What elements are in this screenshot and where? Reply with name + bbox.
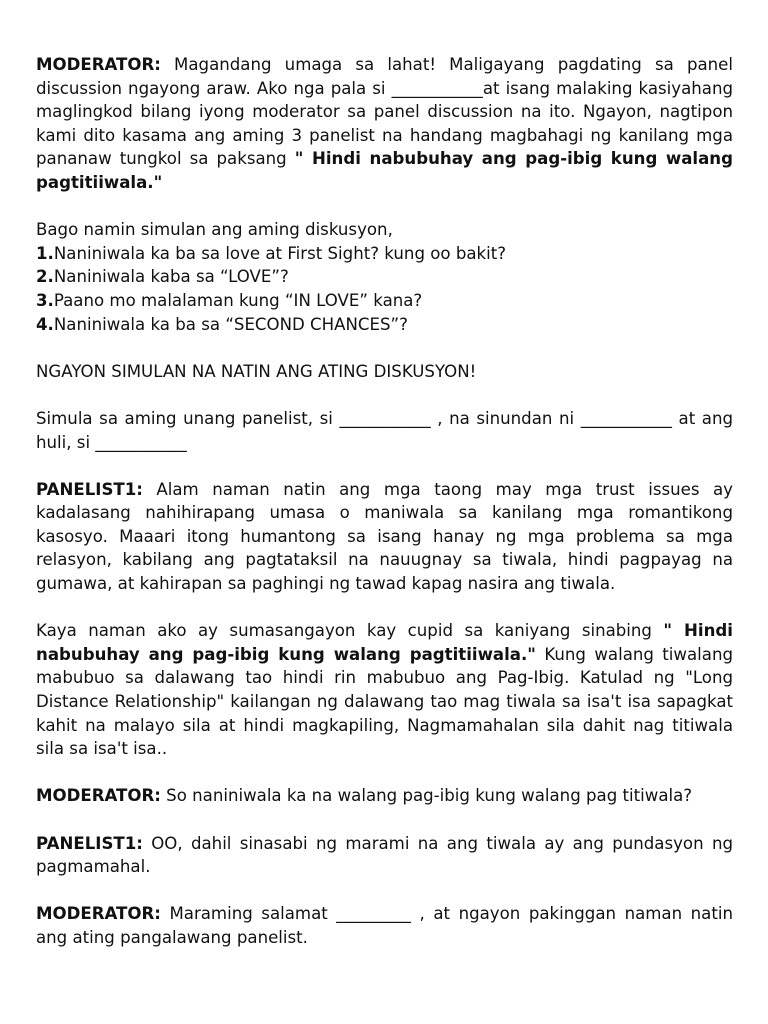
questions-block bbox=[36, 218, 733, 336]
question-number: 1. bbox=[36, 243, 54, 263]
panelist1-paragraph bbox=[36, 478, 733, 596]
panelist1-text: Alam naman natin ang mga taong may mga trust issues ay kadalasang nahihirapang umasa o maniwala sa kanilang mga romantikong kasosyo. Maaari itong humantong sa isang hanay ng mga problema sa mga relasyon, kabilang ang pagtataksil na nauugnay sa tiwala, hindi pagpayag na gumawa, at kahirapan sa paghingi ng tawad kapag nasira ang tiwala. bbox=[36, 479, 733, 594]
panel-intro-text: at ang huli, si bbox=[36, 408, 733, 452]
name-blank: ___________ bbox=[391, 78, 483, 98]
moderator-question-paragraph bbox=[36, 784, 733, 808]
speaker-label: MODERATOR: bbox=[36, 55, 161, 74]
question-item bbox=[36, 265, 733, 289]
intro-text: Magandang umaga sa lahat! Maligayang pagdating sa panel discussion ngayong araw. Ako nga pala si bbox=[36, 55, 733, 98]
questions-lead: Bago namin simulan ang aming diskusyon, bbox=[36, 220, 393, 240]
spacer bbox=[36, 596, 733, 620]
moderator-closing-text: Maraming salamat bbox=[160, 904, 337, 924]
question-text: Naniniwala ka ba sa “SECOND CHANCES”? bbox=[53, 314, 408, 334]
name-blank: ___________ bbox=[339, 408, 431, 428]
panel-intro-paragraph bbox=[36, 407, 733, 454]
spacer bbox=[36, 383, 733, 407]
question-number: 2. bbox=[36, 267, 54, 287]
document-page bbox=[36, 53, 733, 950]
question-item bbox=[36, 289, 733, 313]
panelist1-answer-text: OO, dahil sinasabi ng marami na ang tiwala ay ang pundasyon ng pagmamahal. bbox=[36, 833, 733, 877]
moderator-closing-paragraph bbox=[36, 902, 733, 949]
question-text: Naniniwala kaba sa “LOVE”? bbox=[53, 267, 289, 287]
speaker-label: PANELIST1: bbox=[36, 479, 143, 499]
name-blank: ___________ bbox=[580, 408, 672, 428]
name-blank: ___________ bbox=[95, 432, 187, 452]
speaker-label: MODERATOR: bbox=[36, 786, 161, 806]
name-blank: _________ bbox=[336, 904, 411, 924]
spacer bbox=[36, 808, 733, 832]
spacer bbox=[36, 195, 733, 219]
speaker-label: MODERATOR: bbox=[36, 904, 161, 924]
moderator-closing-text: , at ngayon pakinggan naman natin ang ating pangalawang panelist. bbox=[36, 904, 733, 947]
question-number: 4. bbox=[36, 314, 54, 334]
start-discussion-line: NGAYON SIMULAN NA NATIN ANG ATING DISKUSYON! bbox=[36, 361, 477, 381]
speaker-label: PANELIST1: bbox=[36, 833, 143, 853]
question-item bbox=[36, 242, 733, 266]
spacer bbox=[36, 336, 733, 360]
panelist1-continued-paragraph bbox=[36, 619, 733, 761]
question-item bbox=[36, 313, 733, 337]
panelist1-text: Kaya naman ako ay sumasangayon kay cupid sa kaniyang sinabing bbox=[36, 621, 664, 641]
spacer bbox=[36, 454, 733, 478]
spacer bbox=[36, 879, 733, 903]
question-number: 3. bbox=[36, 290, 54, 310]
question-text: Paano mo malalaman kung “IN LOVE” kana? bbox=[53, 290, 423, 310]
intro-text-continued: at isang malaking kasiyahang maglingkod bilang iyong moderator sa panel discussion na ito. Ngayon, nagtipon kami dito kasama ang aming 3 panelist na handang magbahagi ng kanilang mga pananaw tungkol sa paksang bbox=[36, 78, 733, 169]
question-text: Naniniwala ka ba sa love at First Sight? kung oo bakit? bbox=[53, 243, 507, 263]
panelist1-text: Kung walang tiwalang mabubuo sa dalawang tao hindi rin mabubuo ang Pag-Ibig. Katulad ng "Long Distance Relationship" kailangan ng dalawang tao mag tiwala sa isa't isa sapagkat kahit na malayo sila at hindi magkapiling, Nagmamahalan sila dahit nag titiwala sila sa isa't isa.. bbox=[36, 644, 733, 759]
panel-intro-text: , na sinundan ni bbox=[430, 408, 581, 428]
panel-intro-text: Simula sa aming unang panelist, si bbox=[36, 408, 340, 428]
topic-quote: " Hindi nabubuhay ang pag-ibig kung walang pagtitiiwala." bbox=[36, 149, 733, 192]
spacer bbox=[36, 761, 733, 785]
moderator-question-text: So naniniwala ka na walang pag-ibig kung walang pag titiwala? bbox=[160, 786, 693, 806]
panelist1-answer-paragraph bbox=[36, 832, 733, 879]
moderator-intro-paragraph bbox=[36, 53, 733, 195]
topic-quote: " Hindi nabubuhay ang pag-ibig kung walang pagtitiiwala." bbox=[36, 621, 733, 664]
